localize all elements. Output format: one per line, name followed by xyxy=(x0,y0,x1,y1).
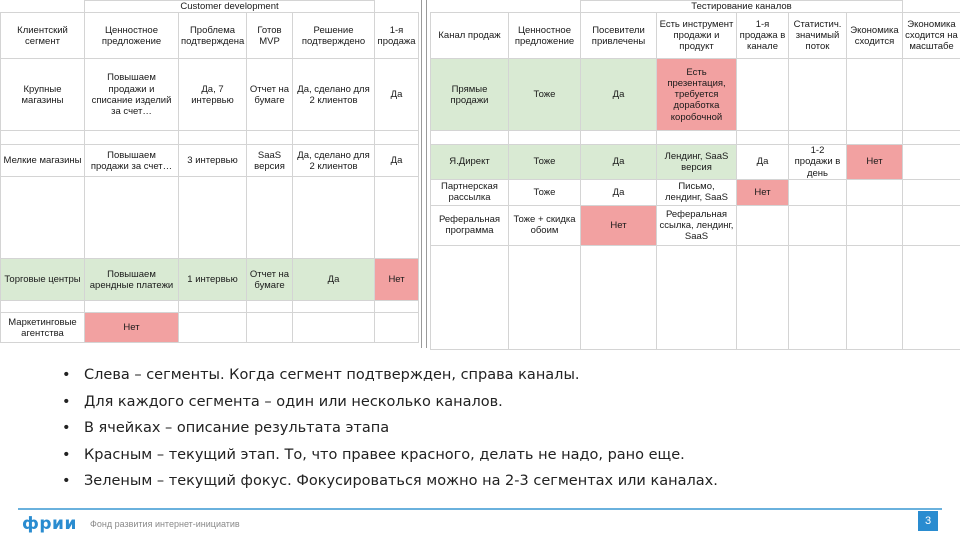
bullet-list xyxy=(62,362,718,495)
table-cell xyxy=(293,301,375,313)
table-row xyxy=(1,59,419,131)
table-cell: Повышаем арендные платежи xyxy=(85,259,179,301)
table-cell xyxy=(903,145,960,180)
table-cell xyxy=(657,245,737,349)
section-title-channel-testing: Тестирование каналов xyxy=(581,1,903,13)
table-cell xyxy=(1,177,85,259)
table-cell xyxy=(375,301,419,313)
table-cell: Тоже + скидка обоим xyxy=(509,205,581,245)
table-cell: Нет xyxy=(85,313,179,343)
table-cell xyxy=(247,131,293,145)
table-cell xyxy=(789,205,847,245)
table-cell xyxy=(789,245,847,349)
table-cell xyxy=(509,131,581,145)
table-cell xyxy=(179,131,247,145)
table-cell xyxy=(1,301,85,313)
table-row xyxy=(1,313,419,343)
table-cell: Да, 7 интервью xyxy=(179,59,247,131)
table-cell xyxy=(847,131,903,145)
table-cell: 3 интервью xyxy=(179,145,247,177)
bullet-dot: • xyxy=(62,446,71,463)
table-cell xyxy=(903,59,960,131)
table-cell: Тоже xyxy=(509,59,581,131)
table-cell: 1 интервью xyxy=(179,259,247,301)
table-cell xyxy=(247,313,293,343)
table-cell xyxy=(179,177,247,259)
table-cell xyxy=(847,205,903,245)
table-cell xyxy=(293,177,375,259)
bullet-text: Зеленым – текущий фокус. Фокусироваться можно на 2-3 сегментах или каналах. xyxy=(84,473,718,489)
table-cell: Торговые центры xyxy=(1,259,85,301)
table-cell xyxy=(509,245,581,349)
header-significant-flow: Статистич. значимый поток xyxy=(789,13,847,59)
table-cell: Да xyxy=(737,145,789,180)
header-sales-tool: Есть инструмент продажи и продукт xyxy=(657,13,737,59)
bullet-text: В ячейках – описание результата этапа xyxy=(84,420,390,436)
table-cell xyxy=(847,245,903,349)
table-cell xyxy=(737,245,789,349)
table-cell xyxy=(247,177,293,259)
table-cell xyxy=(85,301,179,313)
table-cell xyxy=(789,59,847,131)
bullet-dot: • xyxy=(62,393,71,410)
table-row xyxy=(1,301,419,313)
table-cell xyxy=(657,131,737,145)
table-cell: Да, сделано для 2 клиентов xyxy=(293,59,375,131)
bullet-item xyxy=(62,362,718,389)
section-divider xyxy=(426,0,427,348)
table-cell: Нет xyxy=(581,205,657,245)
header-first-sale: 1-я продажа xyxy=(375,13,419,59)
bullet-dot: • xyxy=(62,473,71,489)
table-row xyxy=(431,245,960,349)
table-cell: Партнерская рассылка xyxy=(431,179,509,205)
bullet-item xyxy=(62,442,718,469)
table-cell: Повышаем продажи за счет… xyxy=(85,145,179,177)
table-row xyxy=(1,145,419,177)
table-cell: Да xyxy=(581,145,657,180)
table-cell xyxy=(903,179,960,205)
bullet-dot: • xyxy=(62,367,71,383)
section-divider xyxy=(421,0,422,348)
table-cell xyxy=(581,245,657,349)
table-cell xyxy=(1,131,85,145)
table-row xyxy=(431,179,960,205)
footer-divider xyxy=(18,508,942,510)
table-cell: Да xyxy=(375,145,419,177)
table-cell: 1-2 продажи в день xyxy=(789,145,847,180)
table-cell xyxy=(179,313,247,343)
table-cell: Я.Директ xyxy=(431,145,509,180)
table-cell: Реферальная ссылка, лендинг, SaaS xyxy=(657,205,737,245)
table-cell xyxy=(737,205,789,245)
customer-development-table xyxy=(0,0,419,343)
table-row xyxy=(1,177,419,259)
bullet-item xyxy=(62,415,718,442)
frii-logo: фрии xyxy=(22,514,77,534)
header-value-proposition: Ценностное предложение xyxy=(509,13,581,59)
table-cell xyxy=(903,131,960,145)
table-cell: Прямые продажи xyxy=(431,59,509,131)
section-title-customer-development: Customer development xyxy=(85,1,375,13)
table-cell: Лендинг, SaaS версия xyxy=(657,145,737,180)
table-cell xyxy=(737,59,789,131)
table-row xyxy=(1,131,419,145)
header-segment: Клиентский сегмент xyxy=(1,13,85,59)
table-cell: Да, сделано для 2 клиентов xyxy=(293,145,375,177)
header-problem-confirmed: Проблема подтверждена xyxy=(179,13,247,59)
channel-testing-table xyxy=(430,0,960,350)
header-sales-channel: Канал продаж xyxy=(431,13,509,59)
bullet-item xyxy=(62,468,718,495)
table-cell xyxy=(789,179,847,205)
table-cell: Крупные магазины xyxy=(1,59,85,131)
table-cell xyxy=(375,131,419,145)
table-cell xyxy=(847,59,903,131)
table-cell xyxy=(847,179,903,205)
table-row xyxy=(431,131,960,145)
bullet-text: Красным – текущий этап. То, что правее красного, делать не надо, рано еще. xyxy=(84,446,685,463)
table-cell xyxy=(737,131,789,145)
bullet-item xyxy=(62,389,718,416)
table-cell: Повышаем продажи и списание изделий за счет… xyxy=(85,59,179,131)
table-row xyxy=(431,205,960,245)
header-value-proposition: Ценностное предложение xyxy=(85,13,179,59)
table-cell xyxy=(375,177,419,259)
table-cell: Да xyxy=(581,179,657,205)
table-cell xyxy=(85,177,179,259)
header-economics-scale: Экономика сходится на масштабе xyxy=(903,13,960,59)
table-cell: Тоже xyxy=(509,179,581,205)
table-cell: Да xyxy=(293,259,375,301)
table-cell: Да xyxy=(375,59,419,131)
table-cell: Нет xyxy=(847,145,903,180)
table-cell xyxy=(293,313,375,343)
table-cell: Маркетинговые агентства xyxy=(1,313,85,343)
table-cell xyxy=(179,301,247,313)
table-cell: Да xyxy=(581,59,657,131)
table-cell xyxy=(375,313,419,343)
bullet-text: Для каждого сегмента – один или несколько каналов. xyxy=(84,393,503,410)
table-cell: Отчет на бумаге xyxy=(247,259,293,301)
table-row xyxy=(431,59,960,131)
table-cell: Есть презентация, требуется доработка коробочной xyxy=(657,59,737,131)
table-cell xyxy=(85,131,179,145)
header-first-sale-channel: 1-я продажа в канале xyxy=(737,13,789,59)
page-number: 3 xyxy=(918,511,938,531)
table-cell xyxy=(247,301,293,313)
table-cell xyxy=(903,245,960,349)
table-cell xyxy=(581,131,657,145)
table-cell: Мелкие магазины xyxy=(1,145,85,177)
table-cell xyxy=(789,131,847,145)
table-cell: Письмо, лендинг, SaaS xyxy=(657,179,737,205)
table-row xyxy=(431,145,960,180)
table-cell xyxy=(431,131,509,145)
header-visitors-attracted: Посевители привлечены xyxy=(581,13,657,59)
table-cell xyxy=(431,245,509,349)
header-mvp-ready: Готов MVP xyxy=(247,13,293,59)
table-cell xyxy=(903,205,960,245)
foundation-name: Фонд развития интернет-инициатив xyxy=(90,519,240,529)
table-cell: Нет xyxy=(375,259,419,301)
table-row xyxy=(1,259,419,301)
table-cell: Нет xyxy=(737,179,789,205)
table-cell: Реферальная программа xyxy=(431,205,509,245)
table-cell: Отчет на бумаге xyxy=(247,59,293,131)
header-solution-confirmed: Решение подтверждено xyxy=(293,13,375,59)
table-cell: Тоже xyxy=(509,145,581,180)
table-cell: SaaS версия xyxy=(247,145,293,177)
bullet-text: Слева – сегменты. Когда сегмент подтвержден, справа каналы. xyxy=(84,367,580,383)
header-economics: Экономика сходится xyxy=(847,13,903,59)
bullet-dot: • xyxy=(62,420,71,436)
table-cell xyxy=(293,131,375,145)
